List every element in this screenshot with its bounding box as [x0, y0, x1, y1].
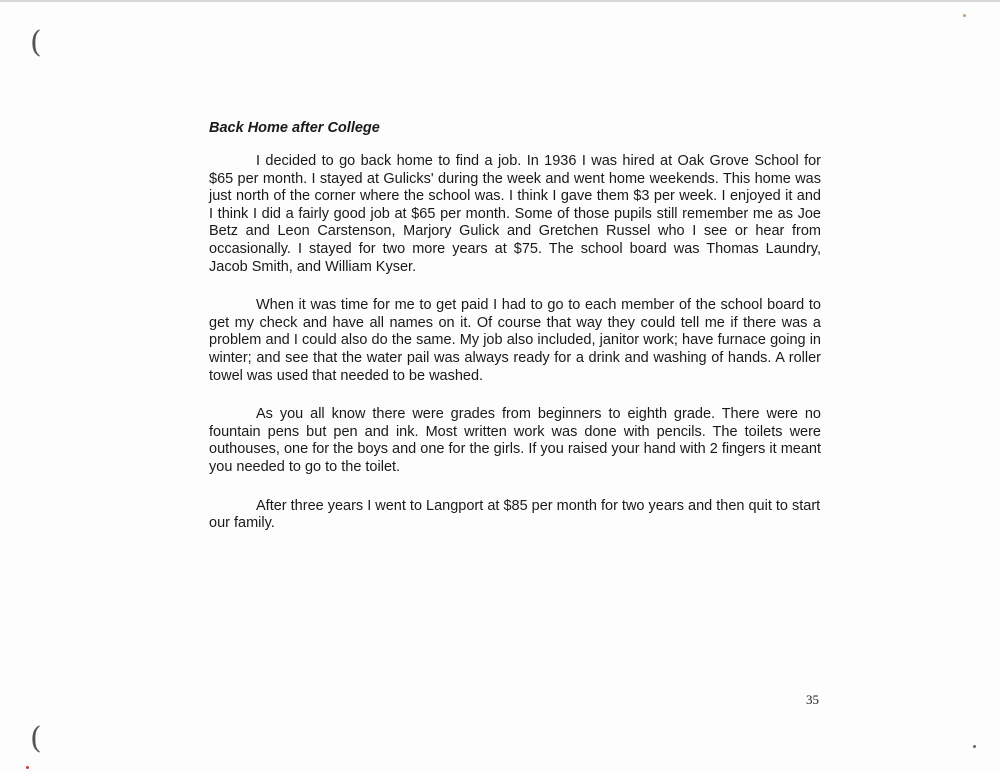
- punch-mark-top: (: [30, 25, 42, 60]
- page-top-edge: [0, 0, 1000, 2]
- paragraph: When it was time for me to get paid I had to go to each member of the school board to get my check and have all names on it. Of course that way they could tell me if there was a problem and I could also do the same. My job also included, janitor work; have furnace going in winter; and see that the water pail was always ready for a drink and washing of hands. A roller towel was used that needed to be washed.: [209, 297, 821, 384]
- section-heading: Back Home after College: [209, 120, 380, 136]
- scan-speck: [26, 766, 29, 769]
- paragraph: I decided to go back home to find a job. In 1936 I was hired at Oak Grove School for $65 per month. I stayed at Gulicks' during the week and went home weekends. This home was just north of the corner where the school was. I think I gave them $3 per week. I enjoyed it and I think I did a fairly good job at $65 per month. Some of those pupils still remember me as Joe Betz and Leon Carstenson, Marjory Gulick and Gretchen Russel who I see or hear from occasionally. I stayed for two more years at $75. The school board was Thomas Laundry, Jacob Smith, and William Kyser.: [209, 153, 821, 275]
- paragraph: After three years I went to Langport at $85 per month for two years and then quit to start our family.: [209, 497, 821, 532]
- body-text: [209, 153, 821, 554]
- scan-speck: [973, 745, 976, 748]
- paragraph: As you all know there were grades from beginners to eighth grade. There were no fountain pens but pen and ink. Most written work was done with pencils. The toilets were outhouses, one for the boys and one for the girls. If you raised your hand with 2 fingers it meant you needed to go to the toilet.: [209, 406, 821, 475]
- scan-speck: [963, 14, 966, 17]
- punch-mark-bottom: (: [30, 721, 42, 756]
- page-number: 35: [806, 692, 819, 707]
